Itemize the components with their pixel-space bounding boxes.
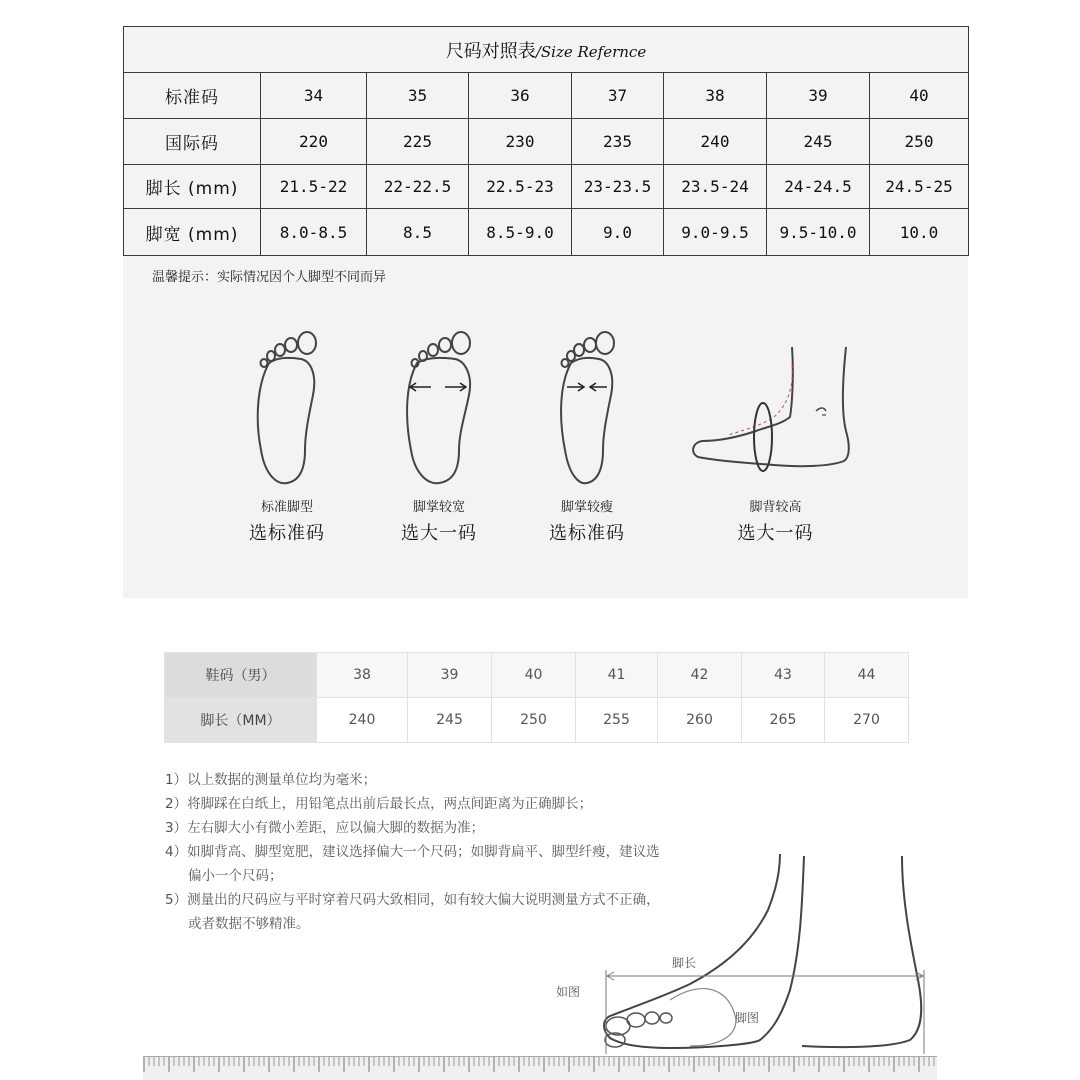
table-cell: 250 xyxy=(870,119,969,165)
table-cell: 10.0 xyxy=(870,209,969,256)
table-row-foot-width xyxy=(124,209,969,256)
table-cell: 34 xyxy=(261,73,367,119)
note-line: 或者数据不够精准。 xyxy=(188,916,310,932)
table-cell: 235 xyxy=(572,119,664,165)
row-label: 脚宽 (mm) xyxy=(124,209,261,256)
foot-type-caption: 脚背较高 xyxy=(749,500,802,515)
table-cell: 24-24.5 xyxy=(767,165,870,209)
table-cell: 39 xyxy=(767,73,870,119)
table-cell: 9.5-10.0 xyxy=(767,209,870,256)
table-cell: 240 xyxy=(317,698,408,743)
table-row-standard-size xyxy=(124,73,969,119)
table-cell: 250 xyxy=(492,698,576,743)
table-cell: 8.5 xyxy=(367,209,469,256)
foot-type-wide xyxy=(364,325,514,545)
foot-type-advice: 选标准码 xyxy=(249,523,325,544)
note-line: 2）将脚踩在白纸上，用铅笔点出前后最长点，两点间距离为正确脚长； xyxy=(165,796,593,812)
table-row-shoe-size xyxy=(165,653,909,698)
foot-type-caption: 脚掌较宽 xyxy=(412,500,465,515)
foot-type-advice: 选标准码 xyxy=(549,523,625,544)
row-label: 国际码 xyxy=(124,119,261,165)
table-row-foot-length-mm xyxy=(165,698,909,743)
table-cell: 245 xyxy=(408,698,492,743)
table-cell: 40 xyxy=(870,73,969,119)
table-cell: 43 xyxy=(742,653,825,698)
figure-label: 如图 xyxy=(556,985,581,999)
foot-type-high-instep xyxy=(688,345,863,545)
row-label: 脚长（MM） xyxy=(165,698,317,743)
size-reference-table xyxy=(123,26,969,256)
note-line: 1）以上数据的测量单位均为毫米； xyxy=(165,772,377,788)
table-cell: 38 xyxy=(317,653,408,698)
table-row-foot-length xyxy=(124,165,969,209)
table-cell: 42 xyxy=(658,653,742,698)
table-cell: 21.5-22 xyxy=(261,165,367,209)
note-line: 5）测量出的尺码应与平时穿着尺码大致相同，如有较大偏大说明测量方式不正确， xyxy=(165,892,660,908)
note-line: 偏小一个尺码； xyxy=(188,868,283,884)
table-cell: 22.5-23 xyxy=(469,165,572,209)
table-cell: 8.5-9.0 xyxy=(469,209,572,256)
foot-type-standard xyxy=(212,325,362,545)
foot-length-label: 脚长 xyxy=(672,956,697,970)
row-label: 脚长 (mm) xyxy=(124,165,261,209)
table-cell: 9.0-9.5 xyxy=(664,209,767,256)
table-cell: 8.0-8.5 xyxy=(261,209,367,256)
row-label: 标准码 xyxy=(124,73,261,119)
table-cell: 36 xyxy=(469,73,572,119)
table-cell: 38 xyxy=(664,73,767,119)
foot-type-advice: 选大一码 xyxy=(737,523,814,544)
note-line: 3）左右脚大小有微小差距，应以偏大脚的数据为准； xyxy=(165,820,485,836)
table-cell: 265 xyxy=(742,698,825,743)
note-line: 4）如脚背高、脚型宽肥，建议选择偏大一个尺码；如脚背扁平、脚型纤瘦，建议选 xyxy=(165,844,660,860)
wide-foot-icon xyxy=(399,325,479,490)
foot-type-advice: 选大一码 xyxy=(401,523,477,544)
table-cell: 24.5-25 xyxy=(870,165,969,209)
size-table-title-en: /Size Refernce xyxy=(535,42,647,61)
table-cell: 255 xyxy=(576,698,658,743)
men-size-table xyxy=(164,652,909,743)
table-cell: 44 xyxy=(825,653,909,698)
high-instep-foot-icon xyxy=(688,345,863,490)
table-cell: 220 xyxy=(261,119,367,165)
table-cell: 270 xyxy=(825,698,909,743)
table-row-international-size xyxy=(124,119,969,165)
table-cell: 230 xyxy=(469,119,572,165)
table-cell: 41 xyxy=(576,653,658,698)
narrow-foot-icon xyxy=(547,325,627,490)
table-cell: 9.0 xyxy=(572,209,664,256)
table-cell: 37 xyxy=(572,73,664,119)
table-cell: 22-22.5 xyxy=(367,165,469,209)
row-label: 鞋码（男） xyxy=(165,653,317,698)
foot-type-caption: 标准脚型 xyxy=(260,500,313,515)
foot-image-label: 脚图 xyxy=(735,1011,760,1025)
table-cell: 39 xyxy=(408,653,492,698)
table-cell: 260 xyxy=(658,698,742,743)
table-cell: 40 xyxy=(492,653,576,698)
table-cell: 240 xyxy=(664,119,767,165)
table-cell: 245 xyxy=(767,119,870,165)
foot-type-caption: 脚掌较瘦 xyxy=(560,500,613,515)
table-cell: 23.5-24 xyxy=(664,165,767,209)
size-table-title xyxy=(124,27,969,73)
table-cell: 23-23.5 xyxy=(572,165,664,209)
foot-type-narrow xyxy=(512,325,662,545)
size-tip: 温馨提示：实际情况因个人脚型不同而异 xyxy=(152,270,387,285)
table-cell: 225 xyxy=(367,119,469,165)
size-table-title-cn: 尺码对照表 xyxy=(445,40,536,62)
ruler-graphic xyxy=(143,1056,937,1080)
table-cell: 35 xyxy=(367,73,469,119)
standard-foot-icon xyxy=(247,325,327,490)
